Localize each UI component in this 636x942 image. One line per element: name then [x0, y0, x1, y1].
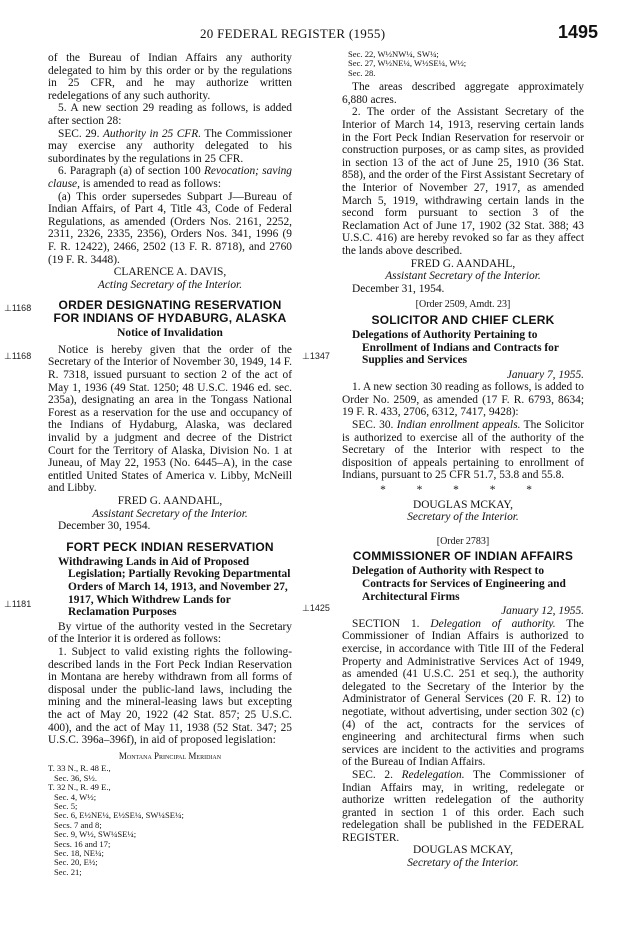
paragraph: 5. A new section 29 reading as follows, is added after section 28: [48, 102, 292, 127]
land-line: Sec. 36, S½. [54, 772, 97, 783]
running-head: 20 FEDERAL REGISTER (1955) [200, 26, 386, 41]
paragraph: 1. A new section 30 reading as follows, is added to Order No. 2509, as amended (17 F. R. 6793, 8634; 19 F. R. 433, 2706, 6312, 7417, 9428): [342, 381, 584, 419]
signature-title: Secretary of the Interior. [407, 511, 519, 524]
subheading: Delegation of Authority with Respect to Contracts for Services of Engineering and Architectural Firms [352, 565, 566, 603]
margin-note: ⊥1425 [302, 603, 330, 613]
paragraph: Notice is hereby given that the order of the Secretary of the Interior of November 30, 1949, 14 F. R. 7318, issued pursuant to section 2 of the act of May 1, 1936 (49 Stat. 1250; 48 U.S.C. 1946 ed. sec. 235a), designating an area in the Tongass National Forest as a reservation for the use and occupancy of the Indians of Hydaburg, Alaska, was declared invalid by a judgment and decree of the District Court for the Territory of Alaska, Division No. 1 at Juneau, of May 22, 1953 (No. 6445–A), in the case entitled United States of America v. Libby, McNeill and Libby. [48, 343, 292, 495]
subheading: Withdrawing Lands in Aid of Proposed Legislation; Partially Revoking Departmental Orders of March 14, 1913, and November 27, 1917, Which Withdrew Lands for Reclamation Purposes [58, 555, 291, 619]
order-number: [Order 2509, Amdt. 23] [415, 299, 511, 311]
paragraph: The areas described aggregate approximately 6,880 acres. [342, 81, 584, 106]
order-number: [Order 2783] [436, 535, 490, 547]
land-line: Secs. 16 and 17; [54, 838, 111, 849]
signature-title: Acting Secretary of the Interior. [97, 278, 243, 291]
signature-title: Assistant Secretary of the Interior. [92, 507, 248, 520]
land-line: Sec. 6, E½NE¼, E½SE¼, SW¼SE¼; [54, 810, 184, 821]
land-line: Sec. 20, E½; [54, 857, 98, 868]
section-heading: ORDER DESIGNATING RESERVATION FOR INDIANS OF HYDABURG, ALASKA [53, 298, 287, 326]
land-line: Sec. 9, W½, SW¼SE¼; [54, 829, 137, 840]
subheading: Delegations of Authority Pertaining to Enrollment of Indians and Contracts for Supplies and Services [352, 328, 559, 367]
subheading: Notice of Invalidation [117, 327, 223, 340]
meridian-label: Montana Principal Meridian [118, 750, 222, 761]
paragraph: By virtue of the authority vested in the Secretary of the Interior it is ordered as follows: [48, 620, 292, 646]
signature-name: FRED G. AANDAHL, [410, 257, 516, 270]
right-column [342, 50, 584, 870]
land-line: Sec. 5; [54, 800, 78, 811]
land-line: T. 32 N., R. 49 E., [48, 782, 111, 793]
land-line: Sec. 4, W½; [54, 791, 97, 802]
paragraph: SEC. 30. Indian enrollment appeals. The Solicitor is authorized to exercise all of the authority of the Secretary of the Interior with respect to the disposition of appeals pertaining to enrollment of Indians, pursuant to 25 CFR 51.7, 53.8 and 55.8. [342, 419, 584, 482]
paragraph: of the Bureau of Indian Affairs any authority delegated to him by this order or by the regulations in 25 CFR, and he may authorize written redelegations of any such authority. [48, 52, 292, 102]
land-line: Sec. 27, W½NE¼, W½SE¼, W½; [348, 58, 467, 69]
section-heading: FORT PECK INDIAN RESERVATION [66, 539, 274, 554]
land-line: Sec. 28. [348, 67, 376, 78]
land-line: Secs. 7 and 8; [54, 819, 102, 830]
date-line: December 30, 1954. [58, 520, 151, 533]
margin-note: ⊥1168 [4, 351, 32, 361]
signature-name: DOUGLAS MCKAY, [412, 498, 513, 511]
signature-name: DOUGLAS MCKAY, [412, 844, 513, 857]
paragraph: 6. Paragraph (a) of section 100 Revocation; saving clause, is amended to read as follows: [48, 165, 292, 190]
section-heading: COMMISSIONER OF INDIAN AFFAIRS [352, 549, 574, 564]
land-line: Sec. 18, NE¼; [54, 847, 104, 858]
margin-note: ⊥1168 [4, 303, 32, 313]
date-line: January 12, 1955. [501, 605, 584, 618]
paragraph: 2. The order of the Assistant Secretary of the Interior of March 14, 1913, reserving certain lands in the Fort Peck Indian Reservation for reservoir or construction purposes, or as camp sites, as provided in section 13 of the act of June 25, 1910 (36 Stat. 858), and the order of the First Assistant Secretary of the Interior of November 27, 1917, as amended March 5, 1919, withdrawing certain lands in the second form pursuant to section 3 of the Reclamation Act of June 17, 1902 (32 Stat. 388; 43 U.S.C. 416) are hereby revoked so far as they affect the lands above described. [342, 106, 584, 257]
paragraph: SEC. 2. Redelegation. The Commissioner of Indian Affairs may, in writing, redelegate or authorize written redelegation of the authority granted in section 1 of this order. Each such redelegation shall be published in the FEDERAL REGISTER. [342, 768, 584, 844]
section-break-stars: * * * * * [380, 484, 546, 497]
paragraph: 1. Subject to valid existing rights the following-described lands in the Fort Peck Indian Reservation in Montana are hereby withdrawn from all forms of disposal under the public-land laws, including the mining and the mineral-leasing laws but excepting the act of May 20, 1922 (42 Stat. 857; 25 U.S.C. 400), and the act of May 11, 1938 (52 Stat. 347; 25 U.S.C. 396a–396f), in aid of proposed legislation: [48, 645, 292, 747]
section-heading: SOLICITOR AND CHIEF CLERK [371, 312, 555, 327]
signature-name: CLARENCE A. DAVIS, [113, 266, 227, 279]
land-line: Sec. 22, W½NW¼, SW¼; [348, 49, 439, 59]
signature-name: FRED G. AANDAHL, [117, 495, 223, 507]
paragraph: (a) This order supersedes Subpart J—Bureau of Indian Affairs, of Part 4, Title 43, Code of Federal Regulations, as amended (Orders Nos. 2161, 2252, 2311, 2326, 2335, 2356), Orders Nos. 341, 1996 (9 F. R. 12422), 2466, 2502 (13 F. R. 8718), and 2760 (19 F. R. 3448). [48, 190, 292, 266]
page-number: 1495 [558, 22, 599, 42]
date-line: December 31, 1954. [352, 282, 445, 295]
page-header [0, 22, 636, 42]
signature-title: Assistant Secretary of the Interior. [385, 270, 541, 283]
land-line: Sec. 21; [54, 866, 82, 877]
date-line: January 7, 1955. [506, 368, 584, 381]
left-column [48, 52, 292, 877]
signature-title: Secretary of the Interior. [407, 857, 519, 870]
paragraph: SECTION 1. Delegation of authority. The Commissioner of Indian Affairs is authorized to exercise, in accordance with Title III of the Federal Property and Administrative Services Act of 1949, as amended (41 U.S.C. 251 et seq.), the authority delegated to the Secretary of the Interior by the Administrator of General Services (20 F. R. 12) to negotiate, without advertising, under section 302 (c) (4) of the act, contracts for the services of engineering and architectural firms when such services are incident to the activities and programs of the Bureau of Indian Affairs. [342, 617, 584, 769]
margin-note: ⊥1181 [4, 599, 32, 609]
land-line: T. 33 N., R. 48 E., [48, 763, 111, 774]
paragraph: SEC. 29. Authority in 25 CFR. The Commissioner may exercise any authority delegated to his subordinates by the regulations in 25 CFR. [48, 127, 292, 165]
margin-note: ⊥1347 [302, 351, 330, 361]
